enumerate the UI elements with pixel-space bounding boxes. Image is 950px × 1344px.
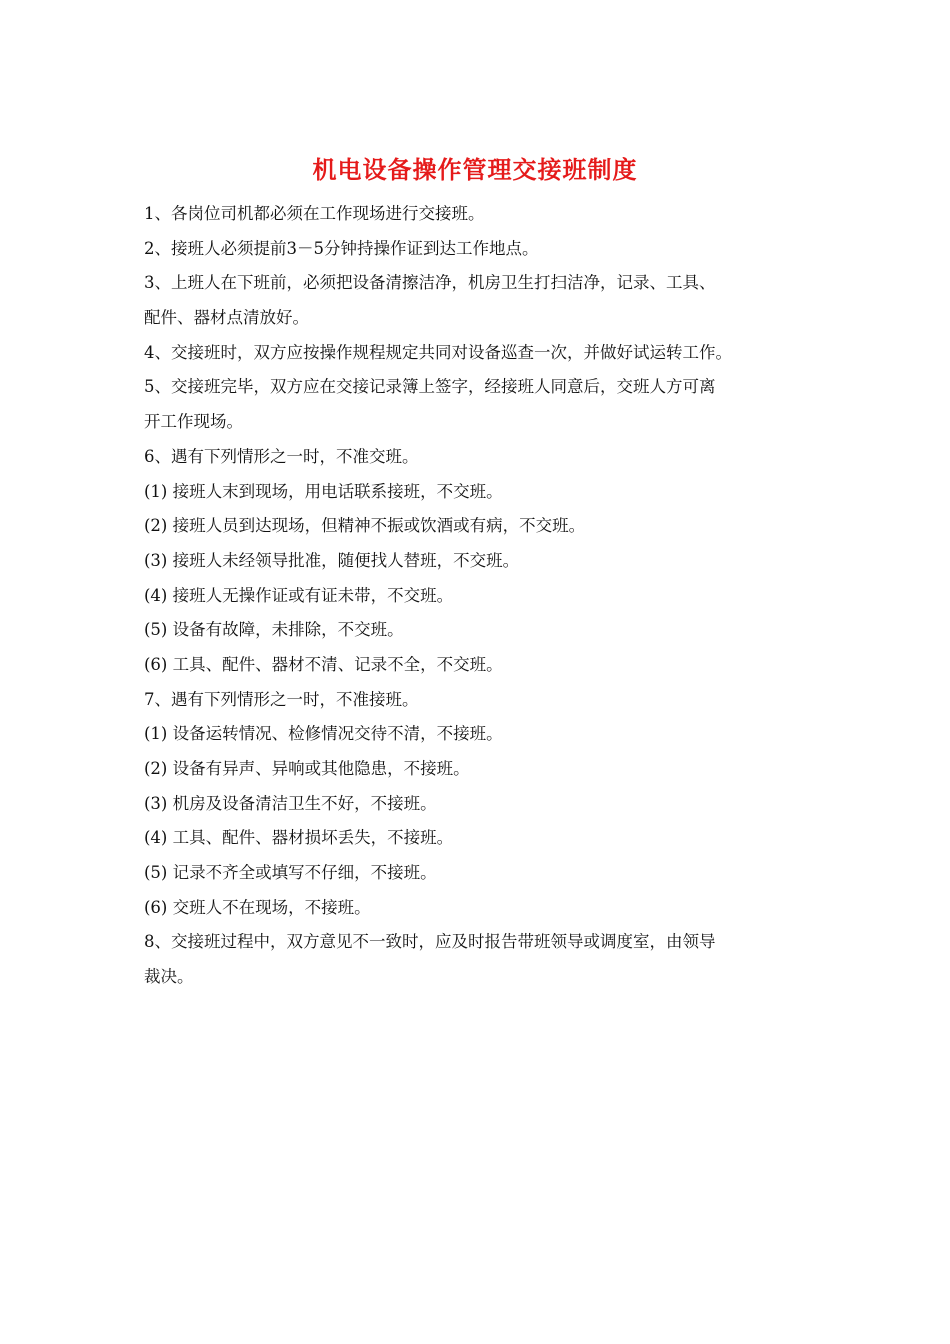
body-line: (4) 工具、配件、器材损坏丢失，不接班。 bbox=[144, 828, 454, 848]
body-line: 配件、器材点清放好。 bbox=[144, 308, 309, 328]
body-line: (5) 记录不齐全或填写不仔细，不接班。 bbox=[144, 863, 437, 883]
body-line: (2) 设备有异声、异响或其他隐患，不接班。 bbox=[144, 759, 470, 778]
body-line: (4) 接班人无操作证或有证未带，不交班。 bbox=[144, 585, 454, 605]
body-line: 3、上班人在下班前，必须把设备清擦洁净，机房卫生打扫洁净，记录、工具、 bbox=[144, 273, 716, 293]
document-body bbox=[144, 197, 824, 995]
body-line: (1) 设备运转情况、检修情况交待不清，不接班。 bbox=[144, 724, 503, 744]
body-line: (2) 接班人员到达现场，但精神不振或饮酒或有病，不交班。 bbox=[144, 516, 586, 536]
body-line: 开工作现场。 bbox=[144, 412, 243, 432]
body-line: (3) 机房及设备清洁卫生不好，不接班。 bbox=[144, 793, 437, 813]
body-line: 5、交接班完毕，双方应在交接记录簿上签字，经接班人同意后，交班人方可离 bbox=[144, 377, 716, 397]
body-line: (3) 接班人未经领导批准，随便找人替班，不交班。 bbox=[144, 550, 520, 570]
body-line: 6、遇有下列情形之一时，不准交班。 bbox=[144, 446, 419, 466]
body-line: 4、交接班时，双方应按操作规程规定共同对设备巡查一次，并做好试运转工作。 bbox=[144, 342, 732, 362]
body-line: 2、接班人必须提前3－5分钟持操作证到达工作地点。 bbox=[144, 238, 539, 258]
body-line: (1) 接班人末到现场，用电话联系接班，不交班。 bbox=[144, 481, 503, 501]
body-line: 1、各岗位司机都必须在工作现场进行交接班。 bbox=[144, 204, 485, 223]
body-line: (5) 设备有故障，未排除，不交班。 bbox=[144, 620, 404, 640]
body-line: 裁决。 bbox=[144, 967, 194, 987]
body-line: 7、遇有下列情形之一时，不准接班。 bbox=[144, 689, 419, 709]
body-line: (6) 交班人不在现场，不接班。 bbox=[144, 897, 371, 917]
document-title: 机电设备操作管理交接班制度 bbox=[312, 155, 638, 184]
body-line: (6) 工具、配件、器材不清、记录不全，不交班。 bbox=[144, 654, 503, 674]
body-line: 8、交接班过程中，双方意见不一致时，应及时报告带班领导或调度室，由领导 bbox=[144, 932, 716, 952]
